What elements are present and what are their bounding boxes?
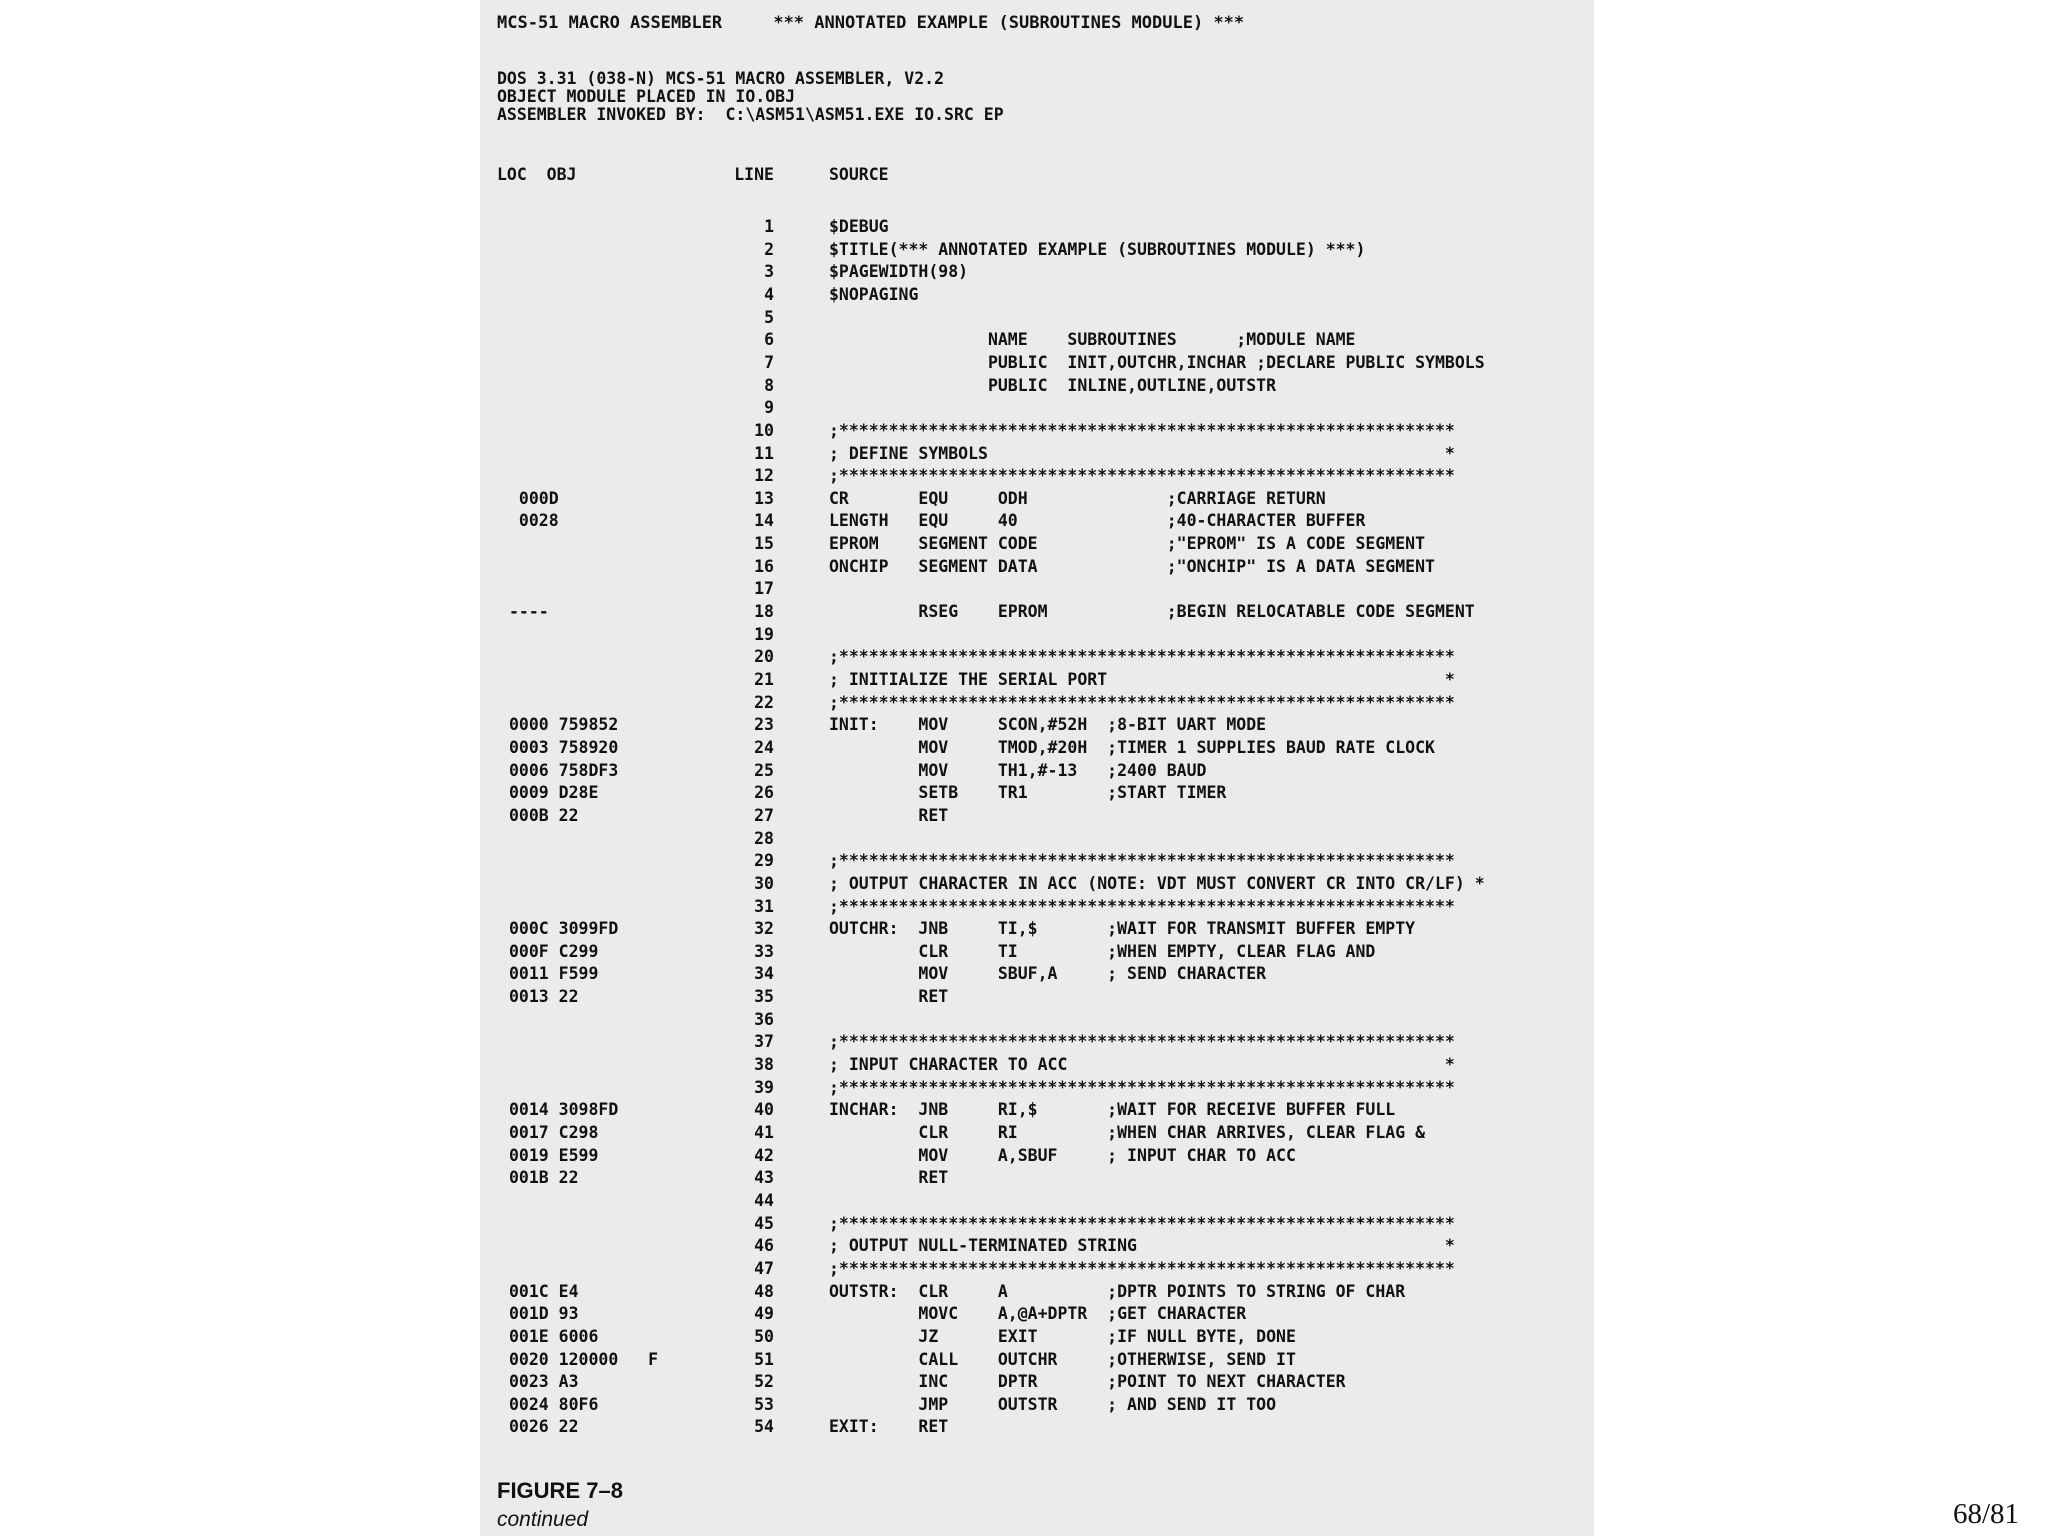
- listing-source: RSEG EPROM ;BEGIN RELOCATABLE CODE SEGMENT: [829, 602, 1475, 621]
- listing-line-number: 35: [754, 987, 774, 1006]
- listing-loc-obj: 0024 80F6: [509, 1395, 599, 1414]
- listing-line-number: 5: [764, 308, 774, 327]
- listing-line-number: 39: [754, 1078, 774, 1097]
- listing-source: EPROM SEGMENT CODE ;"EPROM" IS A CODE SEGMENT: [829, 534, 1426, 553]
- listing-source: ;**************************************************************: [829, 1078, 1455, 1097]
- listing-line-number: 28: [754, 829, 774, 848]
- listing-line-number: 12: [754, 466, 774, 485]
- listing-line-number: 54: [754, 1417, 774, 1436]
- listing-line-number: 2: [764, 240, 774, 259]
- listing-loc-obj: 0006 758DF3: [509, 761, 619, 780]
- listing-line-number: 32: [754, 919, 774, 938]
- listing-loc-obj: 0011 F599: [509, 964, 599, 983]
- listing-source: LENGTH EQU 40 ;40-CHARACTER BUFFER: [829, 511, 1366, 530]
- listing-loc-obj: 0014 3098FD: [509, 1100, 619, 1119]
- listing-line-number: 44: [754, 1191, 774, 1210]
- assembler-version: DOS 3.31 (038-N) MCS-51 MACRO ASSEMBLER, V2.2: [497, 69, 945, 88]
- listing-source: MOVC A,@A+DPTR ;GET CHARACTER: [829, 1304, 1247, 1323]
- listing-source: ;**************************************************************: [829, 421, 1455, 440]
- listing-line-number: 27: [754, 806, 774, 825]
- figure-continued: continued: [497, 1508, 589, 1531]
- listing-line-number: 46: [754, 1236, 774, 1255]
- listing-source: EXIT: RET: [829, 1417, 949, 1436]
- listing-source: ;**************************************************************: [829, 693, 1455, 712]
- listing-line-number: 41: [754, 1123, 774, 1142]
- listing-line-number: 24: [754, 738, 774, 757]
- listing-loc-obj: 0003 758920: [509, 738, 619, 757]
- listing-line-number: 7: [764, 353, 774, 372]
- listing-line-number: 9: [764, 398, 774, 417]
- listing-source: MOV SBUF,A ; SEND CHARACTER: [829, 964, 1267, 983]
- listing-line-number: 21: [754, 670, 774, 689]
- listing-loc-obj: 0017 C298: [509, 1123, 599, 1142]
- listing-loc-obj: 001D 93: [509, 1304, 579, 1323]
- listing-line-number: 38: [754, 1055, 774, 1074]
- listing-line-number: 20: [754, 647, 774, 666]
- listing-line-number: 45: [754, 1214, 774, 1233]
- listing-source: MOV A,SBUF ; INPUT CHAR TO ACC: [829, 1146, 1296, 1165]
- listing-line-number: 6: [764, 330, 774, 349]
- listing-source: ;**************************************************************: [829, 1259, 1455, 1278]
- listing-line-number: 30: [754, 874, 774, 893]
- listing-line-number: 1: [764, 217, 774, 236]
- listing-line-number: 49: [754, 1304, 774, 1323]
- listing-source: JZ EXIT ;IF NULL BYTE, DONE: [829, 1327, 1296, 1346]
- listing-loc-obj: 0020 120000 F: [509, 1350, 659, 1369]
- listing-source: RET: [829, 987, 949, 1006]
- listing-line-number: 53: [754, 1395, 774, 1414]
- listing-loc-obj: 0023 A3: [509, 1372, 579, 1391]
- listing-line-number: 14: [754, 511, 774, 530]
- listing-line-number: 8: [764, 376, 774, 395]
- listing-line-number: 16: [754, 557, 774, 576]
- listing-line-number: 42: [754, 1146, 774, 1165]
- listing-line-number: 48: [754, 1282, 774, 1301]
- listing-loc-obj: 0028: [509, 511, 559, 530]
- listing-line-number: 15: [754, 534, 774, 553]
- listing-source: ;**************************************************************: [829, 1214, 1455, 1233]
- listing-source: CALL OUTCHR ;OTHERWISE, SEND IT: [829, 1350, 1296, 1369]
- listing-line-number: 3: [764, 262, 774, 281]
- listing-loc-obj: 000F C299: [509, 942, 599, 961]
- listing-source: CLR TI ;WHEN EMPTY, CLEAR FLAG AND: [829, 942, 1376, 961]
- listing-source: ; INITIALIZE THE SERIAL PORT *: [829, 670, 1455, 689]
- listing-line-number: 11: [754, 444, 774, 463]
- listing-line-number: 25: [754, 761, 774, 780]
- listing-line-number: 34: [754, 964, 774, 983]
- listing-line-number: 23: [754, 715, 774, 734]
- scanned-page: [480, 0, 1594, 1536]
- listing-line-number: 31: [754, 897, 774, 916]
- listing-source: ; OUTPUT CHARACTER IN ACC (NOTE: VDT MUST CONVERT CR INTO CR/LF) *: [829, 874, 1485, 893]
- listing-line-number: 51: [754, 1350, 774, 1369]
- listing-loc-obj: 0013 22: [509, 987, 579, 1006]
- listing-source: RET: [829, 806, 949, 825]
- listing-line-number: 43: [754, 1168, 774, 1187]
- listing-source: SETB TR1 ;START TIMER: [829, 783, 1227, 802]
- listing-line-number: 33: [754, 942, 774, 961]
- listing-source: $NOPAGING: [829, 285, 919, 304]
- listing-loc-obj: 001E 6006: [509, 1327, 599, 1346]
- listing-line-number: 19: [754, 625, 774, 644]
- listing-loc-obj: 0019 E599: [509, 1146, 599, 1165]
- listing-loc-obj: 0026 22: [509, 1417, 579, 1436]
- col-header-source: SOURCE: [829, 165, 889, 184]
- listing-loc-obj: 000D: [509, 489, 559, 508]
- listing-source: $PAGEWIDTH(98): [829, 262, 969, 281]
- listing-line-number: 40: [754, 1100, 774, 1119]
- listing-line-number: 17: [754, 579, 774, 598]
- listing-line-number: 4: [764, 285, 774, 304]
- listing-source: ;**************************************************************: [829, 897, 1455, 916]
- listing-source: $DEBUG: [829, 217, 889, 236]
- listing-loc-obj: 000B 22: [509, 806, 579, 825]
- listing-source: ;**************************************************************: [829, 851, 1455, 870]
- listing-source: PUBLIC INLINE,OUTLINE,OUTSTR: [829, 376, 1277, 395]
- listing-loc-obj: 001B 22: [509, 1168, 579, 1187]
- listing-line-number: 22: [754, 693, 774, 712]
- listing-source: INCHAR: JNB RI,$ ;WAIT FOR RECEIVE BUFFER FULL: [829, 1100, 1396, 1119]
- listing-source: INIT: MOV SCON,#52H ;8-BIT UART MODE: [829, 715, 1267, 734]
- col-header-loc-obj: LOC OBJ: [497, 165, 577, 184]
- listing-source: ONCHIP SEGMENT DATA ;"ONCHIP" IS A DATA SEGMENT: [829, 557, 1435, 576]
- listing-source: ;**************************************************************: [829, 1032, 1455, 1051]
- listing-source: CR EQU ODH ;CARRIAGE RETURN: [829, 489, 1326, 508]
- listing-line-number: 52: [754, 1372, 774, 1391]
- listing-source: CLR RI ;WHEN CHAR ARRIVES, CLEAR FLAG &: [829, 1123, 1426, 1142]
- invocation-line: ASSEMBLER INVOKED BY: C:\ASM51\ASM51.EXE IO.SRC EP: [497, 105, 1004, 124]
- listing-source: ; OUTPUT NULL-TERMINATED STRING *: [829, 1236, 1455, 1255]
- listing-source: MOV TMOD,#20H ;TIMER 1 SUPPLIES BAUD RATE CLOCK: [829, 738, 1435, 757]
- col-header-line: LINE: [734, 165, 774, 184]
- page-number: 68/81: [1953, 1498, 2020, 1530]
- listing-line-number: 47: [754, 1259, 774, 1278]
- listing-line-number: 26: [754, 783, 774, 802]
- listing-source: $TITLE(*** ANNOTATED EXAMPLE (SUBROUTINES MODULE) ***): [829, 240, 1366, 259]
- listing-line-number: 29: [754, 851, 774, 870]
- listing-line-number: 10: [754, 421, 774, 440]
- listing-source: OUTCHR: JNB TI,$ ;WAIT FOR TRANSMIT BUFFER EMPTY: [829, 919, 1416, 938]
- listing-loc-obj: 0000 759852: [509, 715, 619, 734]
- listing-source: ;**************************************************************: [829, 647, 1455, 666]
- listing-source: JMP OUTSTR ; AND SEND IT TOO: [829, 1395, 1277, 1414]
- listing-line-number: 36: [754, 1010, 774, 1029]
- listing-line-number: 18: [754, 602, 774, 621]
- listing-source: RET: [829, 1168, 949, 1187]
- listing-loc-obj: 0009 D28E: [509, 783, 599, 802]
- listing-line-number: 13: [754, 489, 774, 508]
- object-module-line: OBJECT MODULE PLACED IN IO.OBJ: [497, 87, 796, 106]
- figure-caption: FIGURE 7–8: [497, 1478, 623, 1503]
- listing-loc-obj: ----: [509, 602, 549, 621]
- listing-source: ; DEFINE SYMBOLS *: [829, 444, 1455, 463]
- listing-loc-obj: 000C 3099FD: [509, 919, 619, 938]
- listing-title: MCS-51 MACRO ASSEMBLER *** ANNOTATED EXAMPLE (SUBROUTINES MODULE) ***: [497, 13, 1245, 33]
- listing-source: OUTSTR: CLR A ;DPTR POINTS TO STRING OF CHAR: [829, 1282, 1406, 1301]
- listing-source: PUBLIC INIT,OUTCHR,INCHAR ;DECLARE PUBLIC SYMBOLS: [829, 353, 1485, 372]
- listing-source: NAME SUBROUTINES ;MODULE NAME: [829, 330, 1356, 349]
- listing-source: ;**************************************************************: [829, 466, 1455, 485]
- listing-line-number: 50: [754, 1327, 774, 1346]
- listing-loc-obj: 001C E4: [509, 1282, 579, 1301]
- listing-source: INC DPTR ;POINT TO NEXT CHARACTER: [829, 1372, 1346, 1391]
- listing-source: ; INPUT CHARACTER TO ACC *: [829, 1055, 1455, 1074]
- listing-line-number: 37: [754, 1032, 774, 1051]
- listing-source: MOV TH1,#-13 ;2400 BAUD: [829, 761, 1207, 780]
